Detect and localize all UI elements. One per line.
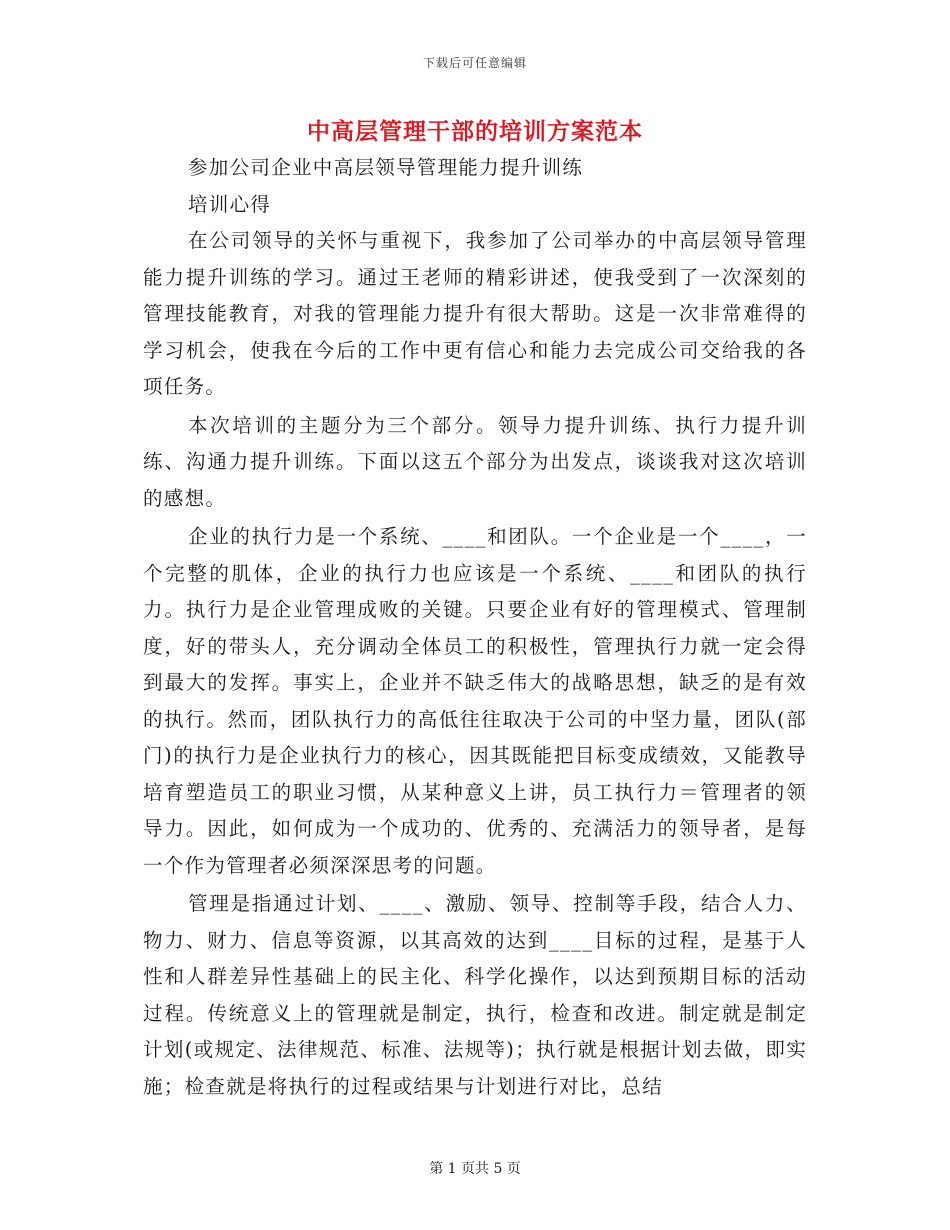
paragraph-subtitle: 参加公司企业中高层领导管理能力提升训练 bbox=[188, 156, 584, 179]
page-number: 第 1 页共 5 页 bbox=[429, 1161, 521, 1177]
paragraph-topics: 本次培训的主题分为三个部分。领导力提升训练、执行力提升训练、沟通力提升训练。下面以这五个部分为出发点，谈谈我对这次培训的感想。 bbox=[143, 413, 807, 510]
paragraph-intro: 在公司领导的关怀与重视下，我参加了公司举办的中高层领导管理能力提升训练的学习。通过王老师的精彩讲述，使我受到了一次深刻的管理技能教育，对我的管理能力提升有很大帮助。这是一次非常难得的学习机会，使我在今后的工作中更有信心和能力去完成公司交给我的各项任务。 bbox=[143, 229, 807, 398]
page-header-note: 下载后可任意编辑 bbox=[422, 56, 527, 70]
paragraph-management: 管理是指通过计划、____、激励、领导、控制等手段，结合人力、物力、财力、信息等资源，以其高效的达到____目标的过程，是基于人性和人群差异性基础上的民主化、科学化操作，以达到预期目标的活动过程。传统意义上的管理就是制定，执行，检查和改进。制定就是制定计划(或规定、法律规范、标准、法规等)；执行就是根据计划去做，即实施；检查就是将执行的过程或结果与计划进行对比，总结 bbox=[143, 892, 807, 1098]
document-body bbox=[143, 150, 807, 1105]
paragraph-execution: 企业的执行力是一个系统、____和团队。一个企业是一个____，一个完整的肌体，企业的执行力也应该是一个系统、____和团队的执行力。执行力是企业管理成败的关键。只要企业有好的管理模式、管理制度，好的带头人，充分调动全体员工的积极性，管理执行力就一定会得到最大的发挥。事实上，企业并不缺乏伟大的战略思想，缺乏的是有效的执行。然而，团队执行力的高低往往取决于公司的中坚力量，团队(部门)的执行力是企业执行力的核心，因其既能把目标变成绩效，又能教导培育塑造员工的职业习惯，从某种意义上讲，员工执行力＝管理者的领导力。因此，如何成为一个成功的、优秀的、充满活力的领导者，是每一个作为管理者必须深深思考的问题。 bbox=[143, 525, 807, 877]
document-title: 中高层管理干部的培训方案范本 bbox=[307, 118, 643, 145]
paragraph-heading: 培训心得 bbox=[188, 192, 272, 216]
